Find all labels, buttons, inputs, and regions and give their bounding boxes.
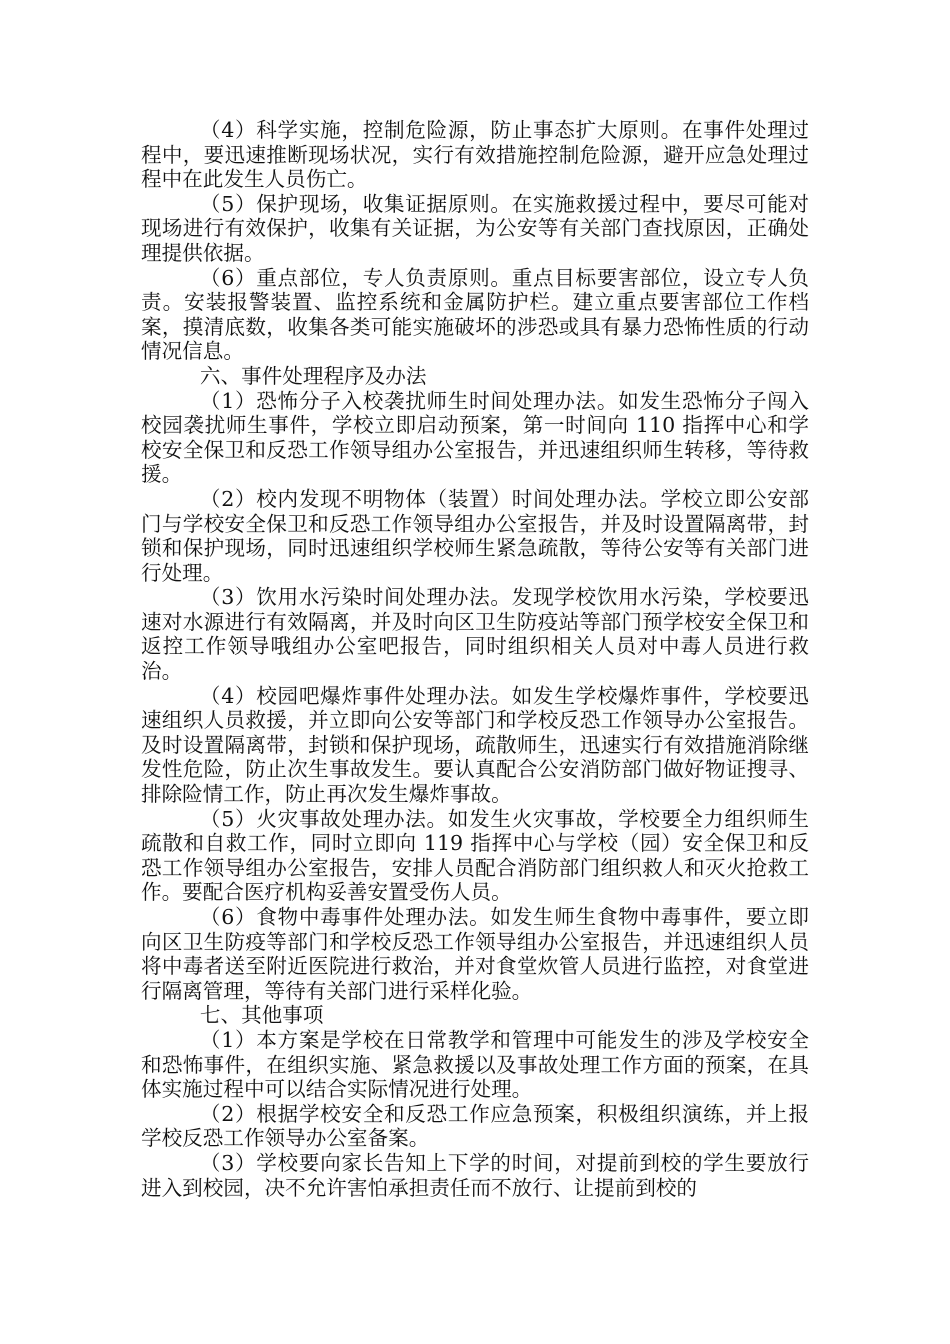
document-body xyxy=(141,118,809,1200)
paragraph-procedure-3: （3）饮用水污染时间处理办法。发现学校饮用水污染，学校要迅速对水源进行有效隔离，并及时向区卫生防疫站等部门预学校安全保卫和返控工作领导哦组办公室吧报告，同时组织相关人员对中毒人员进行救治。 xyxy=(141,585,809,684)
paragraph-procedure-2: （2）校内发现不明物体（装置）时间处理办法。学校立即公安部门与学校安全保卫和反恐工作领导组办公室报告，并及时设置隔离带，封锁和保护现场，同时迅速组织学校师生紧急疏散，等待公安等有关部门进行处理。 xyxy=(141,486,809,585)
paragraph-principle-6: （6）重点部位，专人负责原则。重点目标要害部位，设立专人负责。安装报警装置、监控系统和金属防护栏。建立重点要害部位工作档案，摸清底数，收集各类可能实施破坏的涉恐或具有暴力恐怖性质的行动情况信息。 xyxy=(141,265,809,364)
section-heading-7: 七、其他事项 xyxy=(199,1003,324,1028)
paragraph-principle-5: （5）保护现场，收集证据原则。在实施救援过程中，要尽可能对现场进行有效保护，收集有关证据，为公安等有关部门查找原因，正确处理提供依据。 xyxy=(141,191,809,265)
paragraph-procedure-4: （4）校园吧爆炸事件处理办法。如发生学校爆炸事件，学校要迅速组织人员救援，并立即向公安等部门和学校反恐工作领导办公室报告。及时设置隔离带，封锁和保护现场，疏散师生，迅速实行有效措施消除继发性危险，防止次生事故发生。要认真配合公安消防部门做好物证搜寻、排除险情工作，防止再次发生爆炸事故。 xyxy=(141,683,809,807)
paragraph-principle-4: （4）科学实施，控制危险源，防止事态扩大原则。在事件处理过程中，要迅速推断现场状况，实行有效措施控制危险源，避开应急处理过程中在此发生人员伤亡。 xyxy=(141,118,809,192)
paragraph-other-2: （2）根据学校安全和反恐工作应急预案，积极组织演练，并上报学校反恐工作领导办公室备案。 xyxy=(141,1101,809,1151)
paragraph-procedure-5: （5）火灾事故处理办法。如发生火灾事故，学校要全力组织师生疏散和自救工作，同时立即向 119 指挥中心与学校（园）安全保卫和反恐工作领导组办公室报告，安排人员配合消防部门组织救人和灭火抢救工作。要配合医疗机构妥善安置受伤人员。 xyxy=(141,806,809,905)
paragraph-other-1: （1）本方案是学校在日常教学和管理中可能发生的涉及学校安全和恐怖事件，在组织实施、紧急救援以及事故处理工作方面的预案，在具体实施过程中可以结合实际情况进行处理。 xyxy=(141,1027,809,1102)
paragraph-other-3: （3）学校要向家长告知上下学的时间，对提前到校的学生要放行进入到校园，决不允许害怕承担责任而不放行、让提前到校的 xyxy=(141,1150,809,1200)
paragraph-procedure-6: （6）食物中毒事件处理办法。如发生师生食物中毒事件，要立即向区卫生防疫等部门和学校反恐工作领导组办公室报告，并迅速组织人员将中毒者送至附近医院进行救治，并对食堂炊管人员进行监控，对食堂进行隔离管理，等待有关部门进行采样化验。 xyxy=(141,905,809,1003)
paragraph-procedure-1: （1）恐怖分子入校袭扰师生时间处理办法。如发生恐怖分子闯入校园袭扰师生事件，学校立即启动预案，第一时间向 110 指挥中心和学校安全保卫和反恐工作领导组办公室报告，并迅速组织师生转移，等待救援。 xyxy=(141,388,809,487)
section-heading-6: 六、事件处理程序及办法 xyxy=(199,363,427,388)
